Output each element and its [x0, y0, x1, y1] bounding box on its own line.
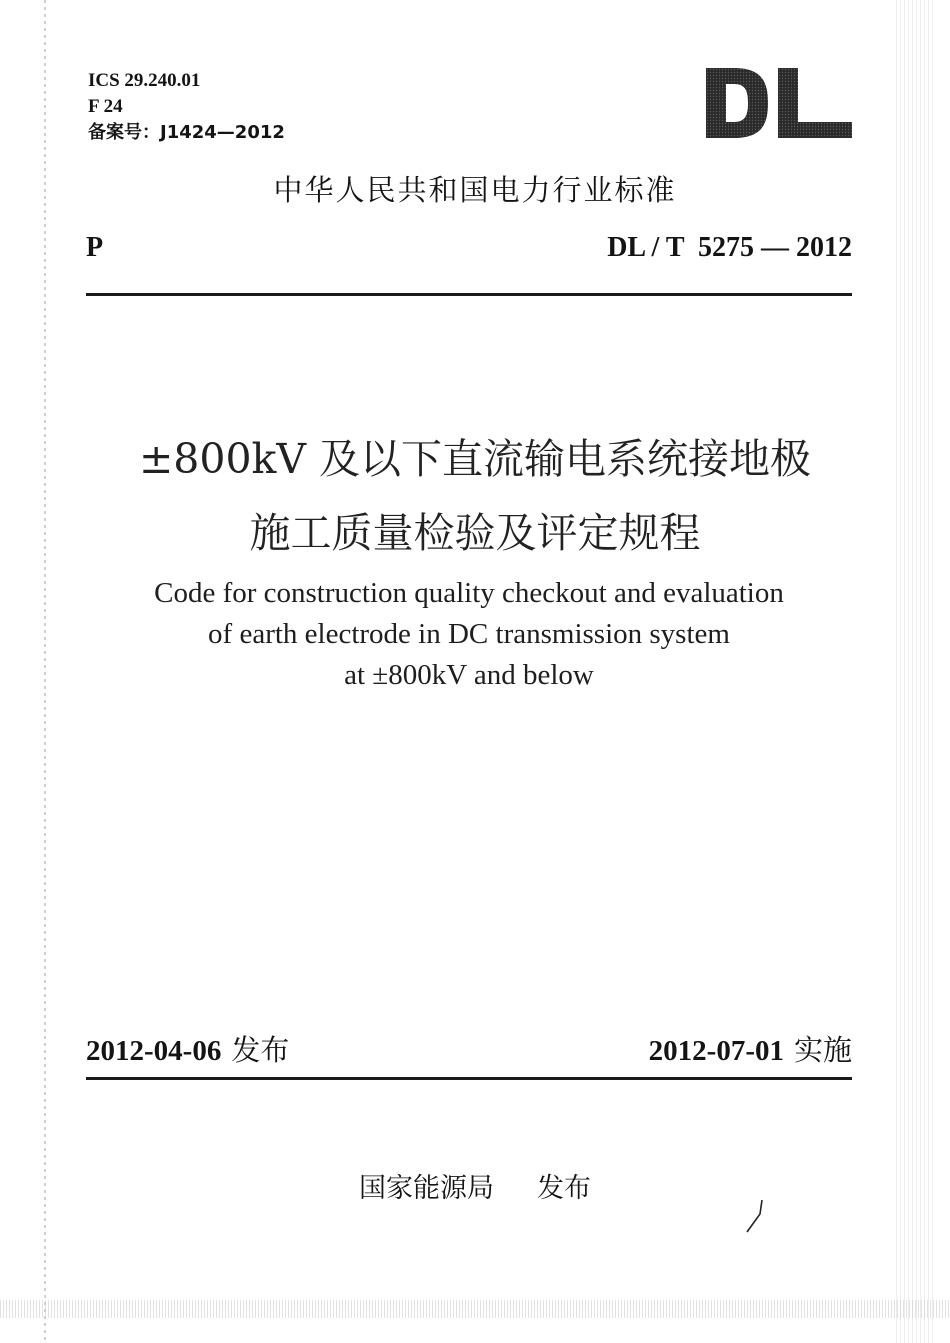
ics-code: ICS 29.240.01 — [88, 70, 201, 91]
dl-logo — [706, 68, 852, 138]
ccs-code: F 24 — [88, 96, 123, 117]
implementation-date-block — [649, 1028, 852, 1069]
issue-date: 2012-04-06 — [86, 1035, 222, 1067]
scan-edge-bottom — [0, 1300, 950, 1318]
pen-mark — [744, 1198, 768, 1234]
classification-block — [88, 68, 285, 146]
title-en-line2: of earth electrode in DC transmission system — [208, 618, 730, 650]
implementation-date: 2012-07-01 — [648, 1035, 784, 1067]
title-cn-line1: ±800kV 及以下直流输电系统接地极 — [138, 435, 812, 483]
title-en-line1: Code for construction quality checkout and evaluation — [154, 577, 784, 609]
top-divider — [86, 293, 852, 296]
publisher: 国家能源局 发布 — [359, 1173, 591, 1204]
industry-standard-heading: 中华人民共和国电力行业标准 — [273, 173, 677, 207]
implementation-label: 实施 — [793, 1033, 852, 1067]
filing-number: 备案号：J1424—2012 — [88, 122, 285, 143]
title-en-line3: at ±800kV and below — [344, 659, 594, 691]
title-cn-line2: 施工质量检验及评定规程 — [249, 509, 701, 557]
bottom-divider — [86, 1077, 852, 1080]
issue-date-block — [86, 1028, 289, 1069]
standard-code: DL / T 5275 — 2012 — [607, 232, 852, 263]
category-letter: P — [86, 232, 104, 263]
issue-label: 发布 — [231, 1033, 290, 1067]
